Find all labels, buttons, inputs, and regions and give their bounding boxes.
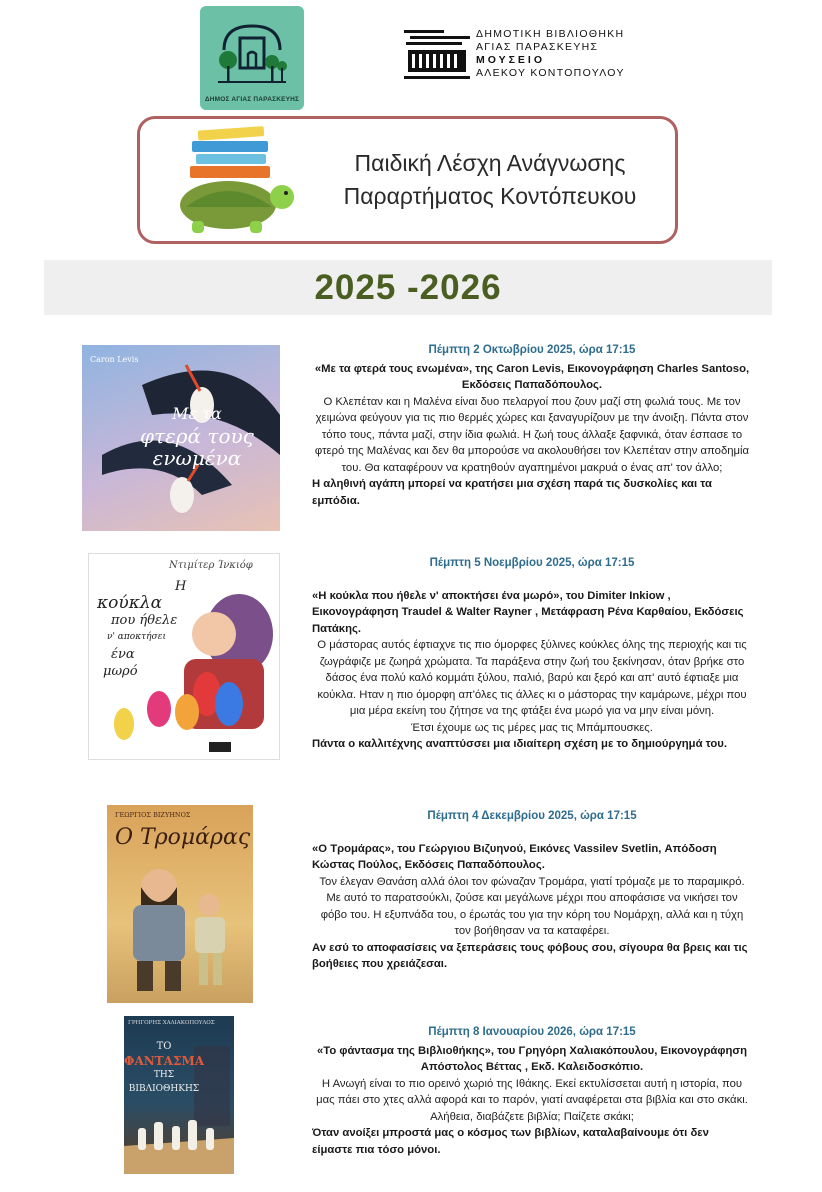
event-3-title: «Ο Τρομάρας», του Γεώργιου Βιζυηνού, Εικόνες Vassilev Svetlin, Απόδοση Κώστας Πούλος, Εκδόσεις Παπαδόπουλος. <box>312 842 717 871</box>
event-4-title: «Το φάντασμα της Βιβλιοθήκης», του Γρηγόρη Χαλιακόπουλου, Εικονογράφηση Απόστολος Βέττας , Εκδ. Καλειδοσκόπιο. <box>316 1044 747 1073</box>
book-cover-2 <box>88 553 280 760</box>
library-line-1: ΔΗΜΟΤΙΚΗ ΒΙΒΛΙΟΘΗΚΗ <box>476 28 625 40</box>
book-cover-3 <box>107 805 253 1003</box>
library-line-3: ΜΟΥΣΕΙΟ <box>476 54 546 66</box>
season-year: 2025 -2026 <box>314 268 502 307</box>
cover-2-author: Ντιμίτερ Ίνκιόφ <box>169 560 253 571</box>
year-bar <box>44 260 772 315</box>
library-line-4: ΑΛΕΚΟΥ ΚΟΝΤΟΠΟΥΛΟΥ <box>476 67 625 79</box>
event-3-description: Τον έλεγαν Θανάση αλλά όλοι τον φώναζαν Τρομάρα, γιατί τρόμαζε με το παραμικρό. Με αυτό το παρατσούκλι, ζούσε και μεγάλωνε μέχρι που αποφάσισε να νικήσει τον φόβο του. Η εξυπνάδα του, ο έρωτάς του για την κόρη του Νομάρχη, αλλά και η τύχη τον βοήθησαν να τα καταφέρει. <box>319 875 745 937</box>
municipality-caption: ΔΗΜΟΣ ΑΓΙΑΣ ΠΑΡΑΣΚΕΥΗΣ <box>204 96 300 103</box>
cover-4-author: ΓΡΗΓΟΡΗΣ ΧΑΛΙΑΚΟΠΟΥΛΟΣ <box>128 1020 215 1026</box>
library-line-2: ΑΓΙΑΣ ΠΑΡΑΣΚΕΥΗΣ <box>476 41 599 53</box>
cover-2-title-line-2: κούκλα <box>97 593 163 613</box>
cover-4-title-line-3: ΤΗΣ <box>153 1070 175 1080</box>
event-4-date: Πέμπτη 8 Ιανουαρίου 2026, ώρα 17:15 <box>428 1026 636 1038</box>
cover-1-title-line-1: Με τα <box>172 404 222 423</box>
event-1 <box>312 342 752 509</box>
club-banner <box>137 116 678 244</box>
cover-1-title-line-3: ενωμένα <box>152 446 242 470</box>
event-2-description: Ο μάστορας αυτός έφτιαχνε τις πιο όμορφες ξύλινες κούκλες όλης της περιοχής και τις ζωγράφιζε με ζωηρά χρώματα. Τα παράξενα στην ζωή του ξεκίνησαν, όταν βρήκε στο δάσος ένα πολύ καλό κομμάτι ξύλου, παλιό, βαρύ και ξερό και απ' αυτό έφτιαξε μια κούκλα. Ηταν η πιο όμορφη απ'όλες τις άλλες κι ο μάστορας την καμάρωνε, μέχρι που μια μέρα εκείνη του ζήτησε να της φτάξει ένα μωρό για να μην είναι μόνη. <box>317 639 747 717</box>
cover-3-author: ΓΕΩΡΓΙΟΣ ΒΙΖΥΗΝΟΣ <box>115 811 191 819</box>
event-2 <box>312 555 752 753</box>
event-2-extra: Έτσι έχουμε ως τις μέρες μας τις Μπάμπουσκες. <box>411 721 653 734</box>
cover-4-title-line-1: ΤΟ <box>156 1041 172 1052</box>
book-cover-4 <box>124 1016 234 1174</box>
cover-2-title-line-6: μωρό <box>103 664 138 679</box>
trees-church-icon <box>214 20 290 88</box>
club-title <box>315 147 665 213</box>
cover-2-title-line-4: ν' αποκτήσει <box>107 632 166 642</box>
event-3-date: Πέμπτη 4 Δεκεμβρίου 2025, ώρα 17:15 <box>427 810 637 822</box>
event-4 <box>312 1024 752 1158</box>
cover-1-author: Caron Levis <box>90 355 139 364</box>
event-1-tagline: Η αληθινή αγάπη μπορεί να κρατήσει μια σχέση παρά τις δυσκολίες και τα εμπόδια. <box>312 478 712 507</box>
club-title-line-2: Παραρτήματος Κοντόπευκου <box>343 183 637 209</box>
cover-3-title: Ο Τρομάρας <box>115 825 251 850</box>
event-1-date: Πέμπτη 2 Οκτωβρίου 2025, ώρα 17:15 <box>428 344 636 356</box>
library-building-icon <box>404 26 470 86</box>
event-2-tagline: Πάντα ο καλλιτέχνης αναπτύσσει μια ιδιαίτερη σχέση με το δημιούργημά του. <box>312 738 728 750</box>
event-2-date: Πέμπτη 5 Νοεμβρίου 2025, ώρα 17:15 <box>429 557 635 569</box>
cover-1-title-line-2: φτερά τους <box>140 424 254 448</box>
cover-4-title-line-2: ΦΑΝΤΑΣΜΑ <box>124 1054 205 1068</box>
club-title-line-1: Παιδική Λέσχη Ανάγνωσης <box>354 150 626 176</box>
municipality-logo <box>200 6 304 110</box>
cover-4-title-line-4: ΒΙΒΛΙΟΘΗΚΗΣ <box>128 1084 200 1094</box>
event-3 <box>312 808 752 973</box>
book-cover-1 <box>82 345 280 531</box>
event-1-description: Ο Κλεπέταν και η Μαλένα είναι δυο πελαργοί που ζουν μαζί στη φωλιά τους. Με τον χειμώνα φεύγουν για τις πιο θερμές χώρες και ξαναγυρίζουν με την άνοιξη. Πάντα στον τόπο τους, πάντα μαζί, στην ίδια φωλιά. Η ζωή τους άλλαξε ξαφνικά, όταν έσπασε το φτερό της Μαλένας και δεν θα μπορούσε να ακολουθήσει τον Κλεπέταν στην αποδημία του. Θα καταφέρουν να κρατηθούν αγαπημένοι μακρυά ο ένας απ' τον άλλο; <box>314 395 750 474</box>
event-4-tagline: Όταν ανοίξει μπροστά μας ο κόσμος των βιβλίων, καταλαβαίνουμε ότι δεν είμαστε πια τόσο μόνοι. <box>312 1127 709 1156</box>
cover-2-title-line-1: Η <box>175 579 187 594</box>
turtle-books-icon <box>162 125 302 237</box>
cover-2-title-line-3: που ήθελε <box>111 613 178 628</box>
cover-2-title-line-5: ένα <box>111 647 135 662</box>
library-logo <box>404 20 634 92</box>
event-3-tagline: Αν εσύ το αποφασίσεις να ξεπεράσεις τους φόβους σου, σίγουρα θα βρεις και τις βοήθειες που χρειάζεσαι. <box>312 941 748 970</box>
event-1-title: «Με τα φτερά τους ενωμένα», της Caron Levis, Εικονογράφηση Charles Santoso, Εκδόσεις Παπαδόπουλος. <box>314 362 750 391</box>
event-4-description: Η Ανωγή είναι το πιο ορεινό χωριό της Ιθάκης. Εκεί εκτυλίσσεται αυτή η ιστορία, που μας πάει στο χτες αλλά αφορά και το παρόν, γιατί αναφέρεται στα βιβλία και στο σκάκι. Αλήθεια, διαβάζετε βιβλία; Παίζετε σκάκι; <box>316 1077 748 1123</box>
event-2-title: «Η κούκλα που ήθελε ν' αποκτήσει ένα μωρό», του Dimiter Inkiow , Εικονογράφηση Traudel & Walter Rayner , Μετάφραση Ρένα Καρθαίου, Εκδόσεις Πατάκης. <box>312 589 744 635</box>
